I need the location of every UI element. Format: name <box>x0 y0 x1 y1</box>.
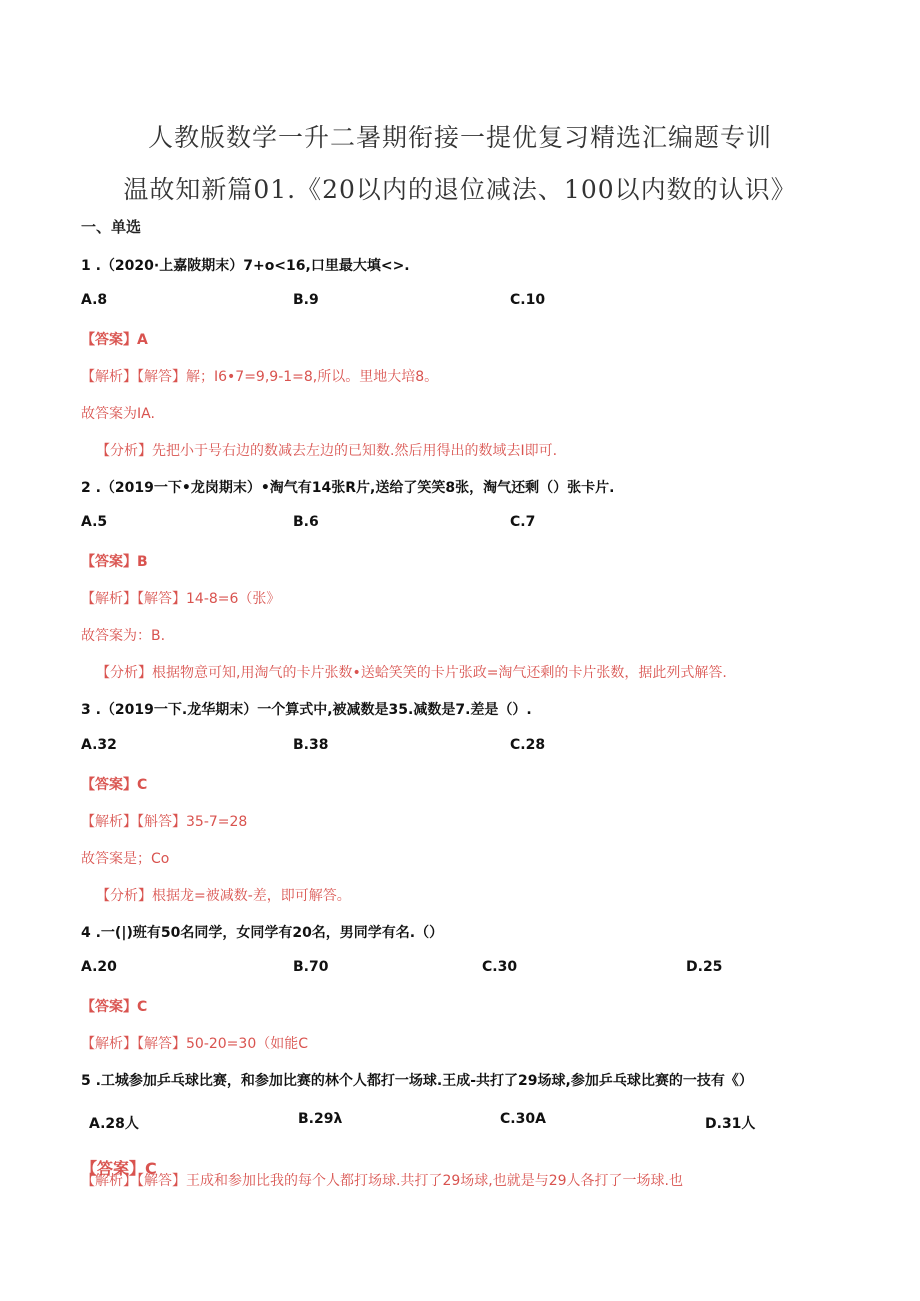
document-title: 人教版数学一升二暑期衔接一提优复习精选汇编题专训 <box>147 123 772 152</box>
q5-analysis: 【解析】【解答】王成和参加比我的每个人都打场球.共打了29场球,也就是与29人各打了一场球.也 <box>81 1173 683 1189</box>
question-5-stem: 5 .工城参加乒乓球比赛，和参加比赛的林个人都打一场球.王成-共打了29场球,参加乒乓球比赛的一技有《） <box>81 1073 753 1089</box>
q3-fenxi: 【分析】根据龙=被减数-差，即可解答。 <box>96 888 351 904</box>
q5-option-b: B.29λ <box>298 1111 343 1127</box>
q1-analysis: 【解析】【解答】解；I6•7=9,9-1=8,所以。里地大培8。 <box>81 369 439 385</box>
q3-answer: 【答案】C <box>81 777 148 793</box>
question-3-stem: 3 .（2019一下.龙华期末）一个算式中,被减数是35.减数是7.差是（）. <box>81 702 532 718</box>
question-1-stem: 1 .（2020·上嘉陂期末）7+o<16,口里最大填<>. <box>81 258 410 274</box>
q1-option-b: B.9 <box>293 292 319 308</box>
q4-option-d: D.25 <box>686 959 723 975</box>
q2-option-b: B.6 <box>293 514 319 530</box>
q4-analysis: 【解析】【解答】50-20=30（如能C <box>81 1036 309 1052</box>
q2-fenxi: 【分析】根据物意可知,用淘气的卡片张数•送蛤笑笑的卡片张政=淘气还剩的卡片张数，据此列式解答. <box>96 665 727 681</box>
question-4-stem: 4 .一(|)班有50名同学，女同学有20名，男同学有名.（） <box>81 925 444 941</box>
q3-option-c: C.28 <box>510 737 546 753</box>
q5-option-a: A.28人 <box>89 1116 139 1132</box>
section-heading: 一、单选 <box>81 218 142 236</box>
q1-answer: 【答案】A <box>81 332 148 348</box>
q1-fenxi: 【分析】先把小于号右边的数减去左边的已知数.然后用得出的数域去I即可. <box>96 443 558 459</box>
q4-option-a: A.20 <box>81 959 117 975</box>
q5-answer-partial <box>81 1152 201 1178</box>
document-subtitle: 温故知新篇01.《20以内的退位减法、100以内数的认识》 <box>123 175 797 204</box>
q2-analysis: 【解析】【解答】14-8=6（张》 <box>81 591 281 607</box>
q1-option-c: C.10 <box>510 292 546 308</box>
question-2-stem: 2 .（2019一下•龙岗期末）•淘气有14张R片,送给了笑笑8张，淘气还剩（）张卡片. <box>81 480 615 496</box>
q4-option-b: B.70 <box>293 959 329 975</box>
q1-conclusion: 故答案为IA. <box>81 406 155 422</box>
q3-analysis: 【解析】【斛答】35-7=28 <box>81 814 248 830</box>
q3-option-b: B.38 <box>293 737 329 753</box>
q2-conclusion: 故答案为：B. <box>81 628 166 644</box>
q5-option-d: D.31人 <box>705 1116 756 1132</box>
q4-answer: 【答案】C <box>81 999 148 1015</box>
q1-option-a: A.8 <box>81 292 108 308</box>
q4-option-c: C.30 <box>482 959 518 975</box>
q5-option-c: C.30A <box>500 1111 546 1127</box>
q5-answer-partial-text: 【答案】C <box>81 1159 157 1178</box>
q2-option-c: C.7 <box>510 514 536 530</box>
q2-answer: 【答案】B <box>81 554 148 570</box>
q3-conclusion: 故答案是；Co <box>81 851 170 867</box>
q2-option-a: A.5 <box>81 514 108 530</box>
q3-option-a: A.32 <box>81 737 117 753</box>
